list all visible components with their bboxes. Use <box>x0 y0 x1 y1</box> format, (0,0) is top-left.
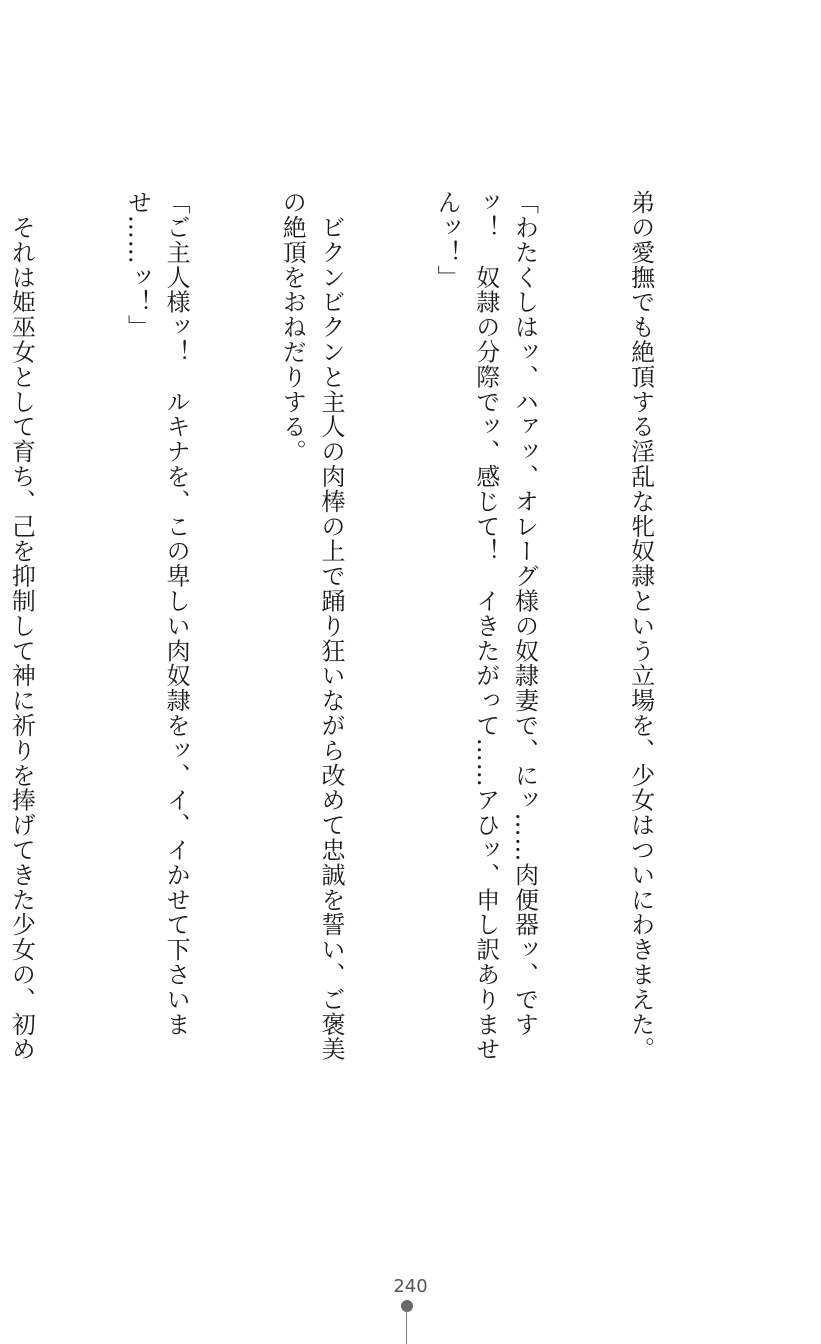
paragraph-2: 「わたくしはッ、ハァッ、オレーグ様の奴隷妻で、にッ……肉便器ッ、ですッ！ 奴隷の分際でッ、感じて！ イきたがって……アひッ、申し訳ありませんッ！」 <box>433 190 539 1062</box>
paragraph-1: 弟の愛撫でも絶頂する淫乱な牝奴隷という立場を、少女はついにわきまえた。 <box>626 190 655 1062</box>
folio-dot-ornament <box>401 1300 413 1312</box>
page-number: 240 <box>393 1276 428 1297</box>
folio-line-ornament <box>406 1310 407 1344</box>
paragraph-3: ビクンビクンと主人の肉棒の上で踊り狂いながら改めて忠誠を誓い、ご褒美の絶頂をおねだりする。 <box>278 190 345 1062</box>
paragraph-5: それは姫巫女として育ち、己を抑制して神に祈りを捧げてきた少女の、初め <box>7 214 36 1062</box>
body-text <box>0 190 737 1080</box>
paragraph-4: 「ご主人様ッ！ ルキナを、この卑しい肉奴隷をッ、イ、イかせて下さいませ……ッ！」 <box>123 190 191 1037</box>
